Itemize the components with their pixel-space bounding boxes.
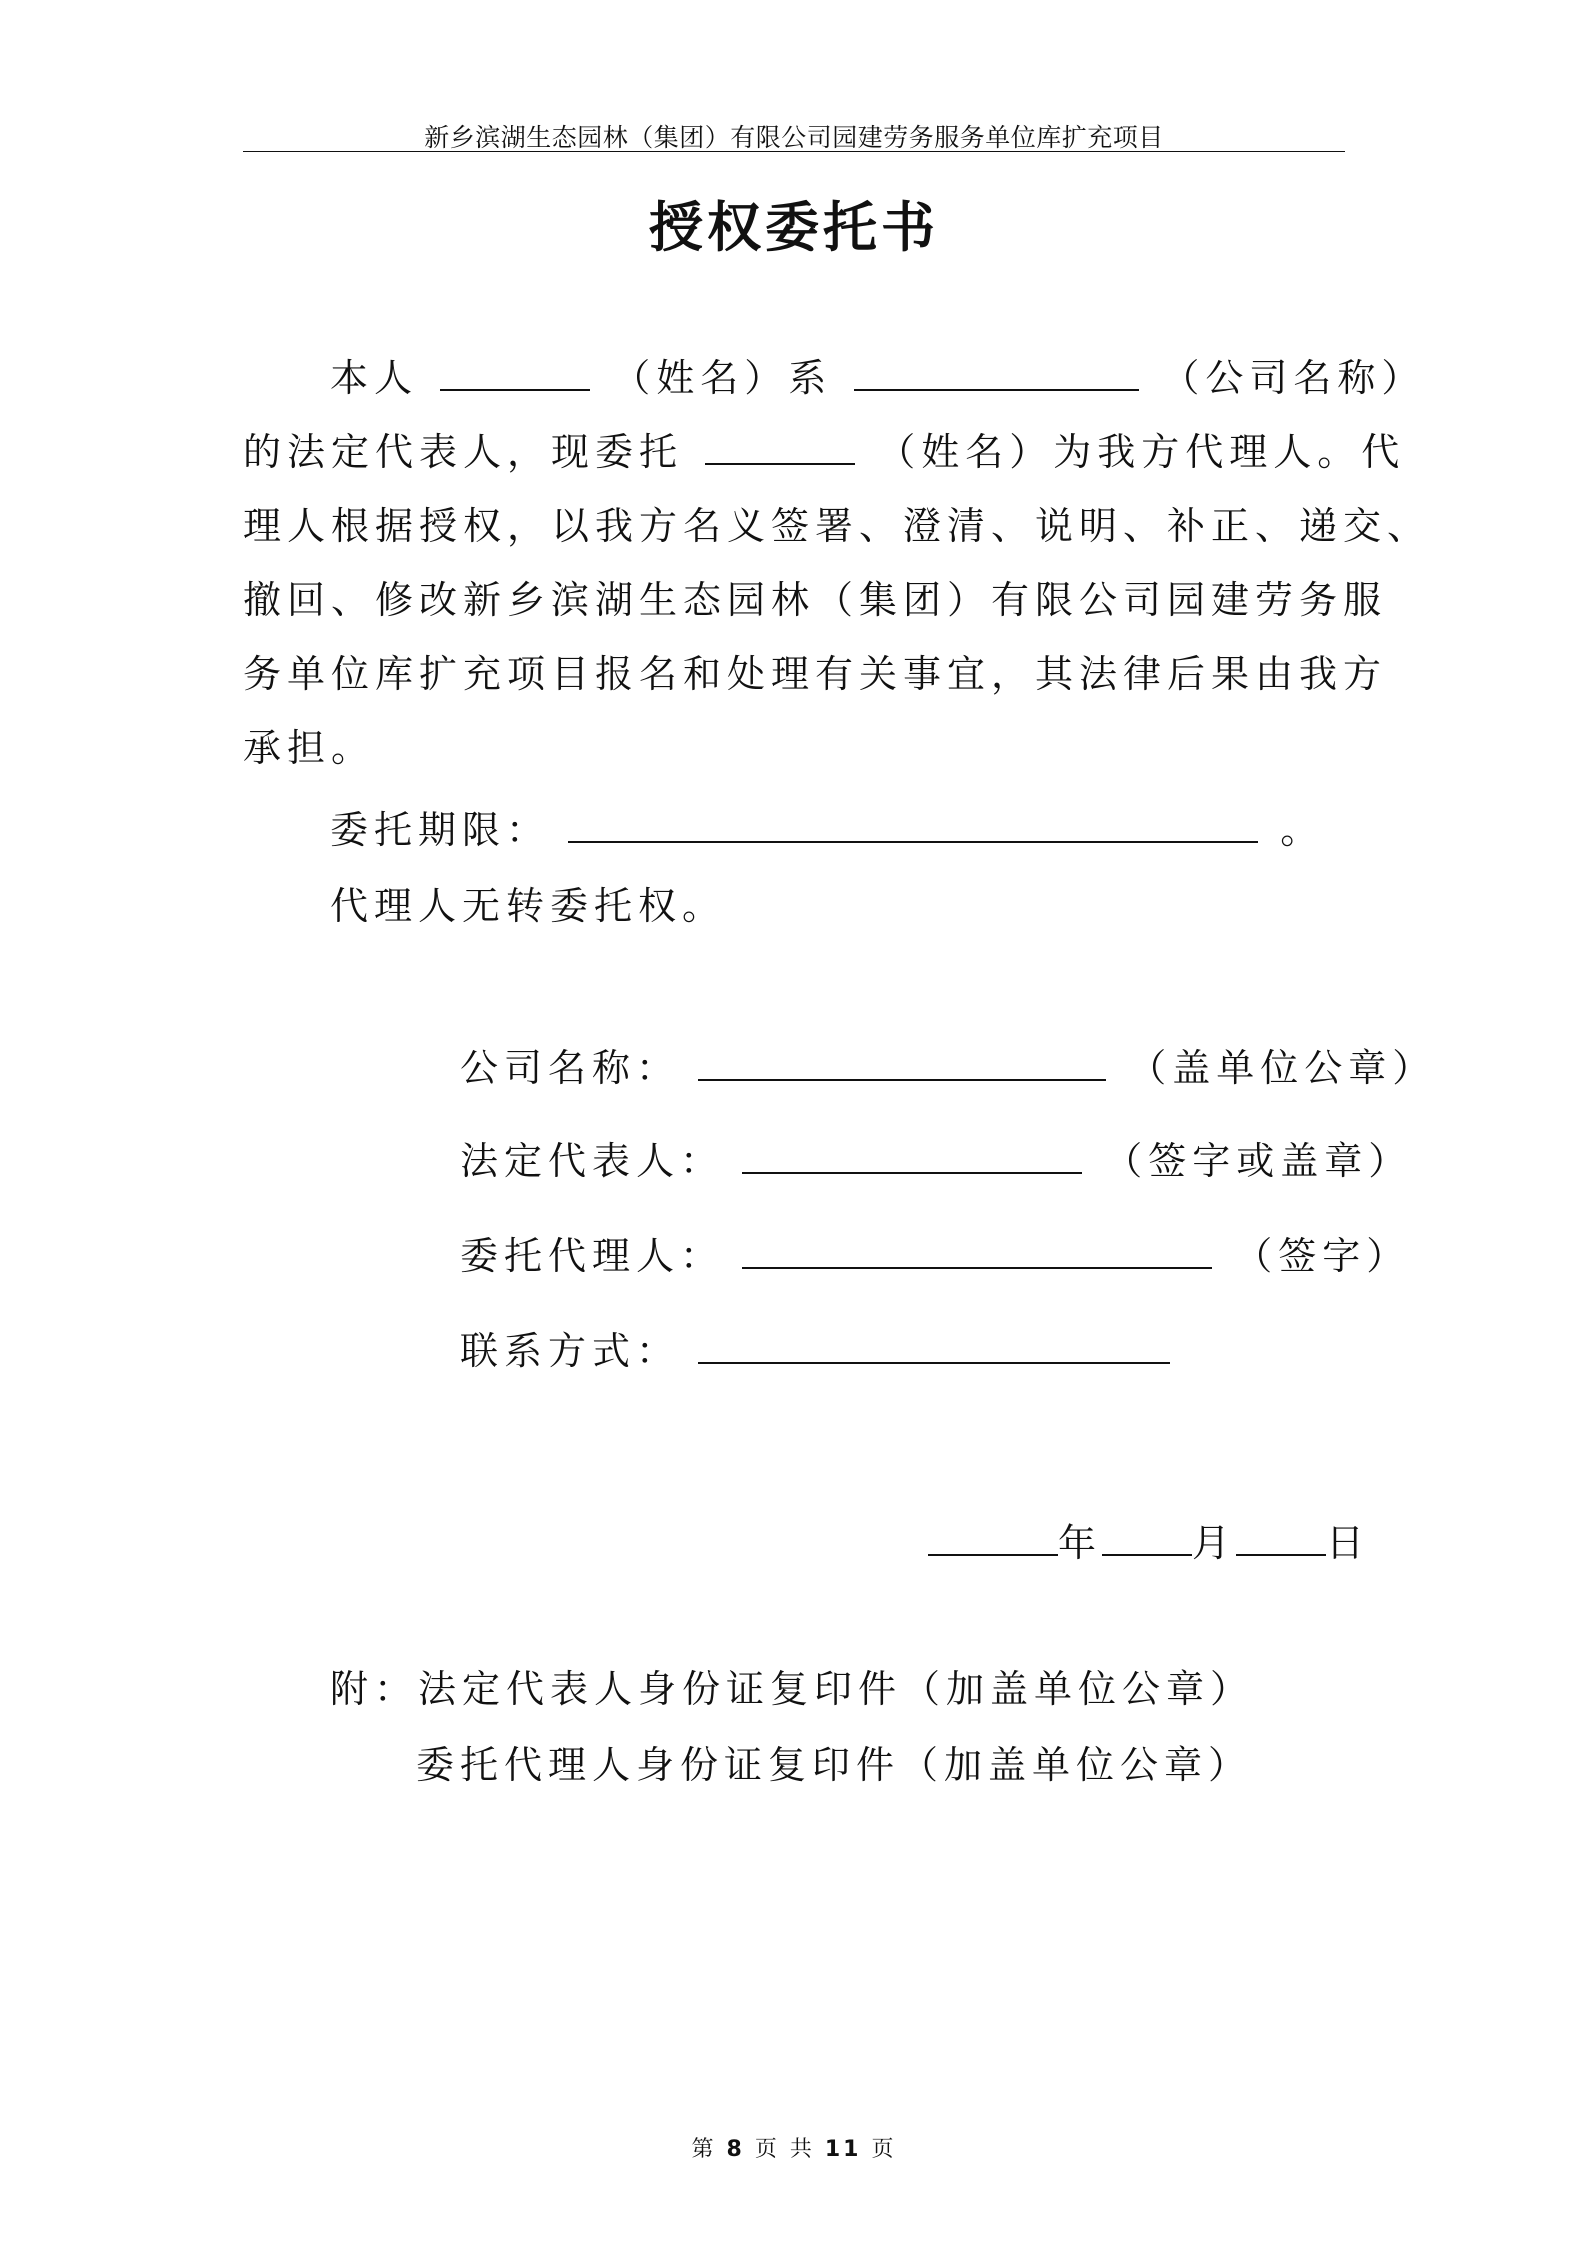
agent-label: 委托代理人： — [460, 1234, 725, 1278]
company-blank[interactable] — [698, 1045, 1106, 1081]
date-row — [928, 1518, 1370, 1568]
term-line — [330, 805, 1450, 855]
legal-rep-note: （签字或盖章） — [1104, 1139, 1413, 1183]
legal-rep-label: 法定代表人： — [460, 1139, 725, 1183]
month-blank[interactable] — [1102, 1520, 1192, 1556]
text-as-agent: （姓名）为我方代理人。代 — [877, 430, 1406, 474]
agent-name-blank[interactable] — [705, 429, 855, 465]
header-divider — [243, 151, 1345, 152]
body-line-6: 承担。 — [243, 726, 376, 770]
body-line-1 — [330, 353, 1450, 403]
no-transfer-line: 代理人无转委托权。 — [330, 884, 727, 928]
year-blank[interactable] — [928, 1520, 1058, 1556]
page-footer — [0, 2132, 1588, 2163]
company-label: 公司名称： — [460, 1046, 681, 1090]
footer-prefix: 第 — [691, 2137, 717, 2162]
term-end-mark: 。 — [1280, 808, 1325, 852]
name-blank[interactable] — [440, 355, 590, 391]
attachment-item-1: 法定代表人身份证复印件（加盖单位公章） — [418, 1667, 1255, 1711]
text-company-name: （公司名称） — [1161, 356, 1426, 400]
legal-rep-blank[interactable] — [742, 1138, 1082, 1174]
term-blank[interactable] — [568, 807, 1258, 843]
month-label: 月 — [1192, 1521, 1237, 1565]
contact-blank[interactable] — [698, 1328, 1170, 1364]
body-line-2 — [243, 427, 1406, 477]
body-line-4: 撤回、修改新乡滨湖生态园林（集团）有限公司园建劳务服 — [243, 578, 1388, 622]
body-line-3: 理人根据授权，以我方名义签署、澄清、说明、补正、递交、 — [243, 504, 1432, 548]
attachment-line-1 — [330, 1664, 1254, 1714]
day-label: 日 — [1326, 1521, 1371, 1565]
current-page-number: 8 — [726, 2137, 745, 2162]
year-label: 年 — [1058, 1521, 1103, 1565]
text-this-person: 本人 — [330, 356, 419, 400]
contact-row — [460, 1326, 1174, 1376]
legal-rep-signature-row — [460, 1136, 1412, 1186]
agent-blank[interactable] — [742, 1233, 1212, 1269]
footer-middle: 页 共 — [754, 2137, 815, 2162]
text-legal-rep-delegates: 的法定代表人，现委托 — [243, 430, 684, 474]
company-note: （盖单位公章） — [1128, 1046, 1437, 1090]
attachment-line-2: 委托代理人身份证复印件（加盖单位公章） — [416, 1743, 1253, 1787]
document-title: 授权委托书 — [649, 195, 939, 259]
footer-suffix: 页 — [871, 2137, 897, 2162]
body-line-5: 务单位库扩充项目报名和处理有关事宜，其法律后果由我方 — [243, 652, 1388, 696]
attachment-label: 附： — [330, 1667, 419, 1711]
term-label: 委托期限： — [330, 808, 551, 852]
company-name-blank[interactable] — [854, 355, 1139, 391]
text-name-of: （姓名）系 — [612, 356, 833, 400]
day-blank[interactable] — [1236, 1520, 1326, 1556]
total-pages-number: 11 — [824, 2137, 862, 2162]
contact-label: 联系方式： — [460, 1329, 681, 1373]
company-signature-row — [460, 1043, 1436, 1093]
agent-signature-row — [460, 1231, 1410, 1281]
page-header: 新乡滨湖生态园林（集团）有限公司园建劳务服务单位库扩充项目 — [424, 123, 1164, 152]
agent-note: （签字） — [1234, 1234, 1411, 1278]
